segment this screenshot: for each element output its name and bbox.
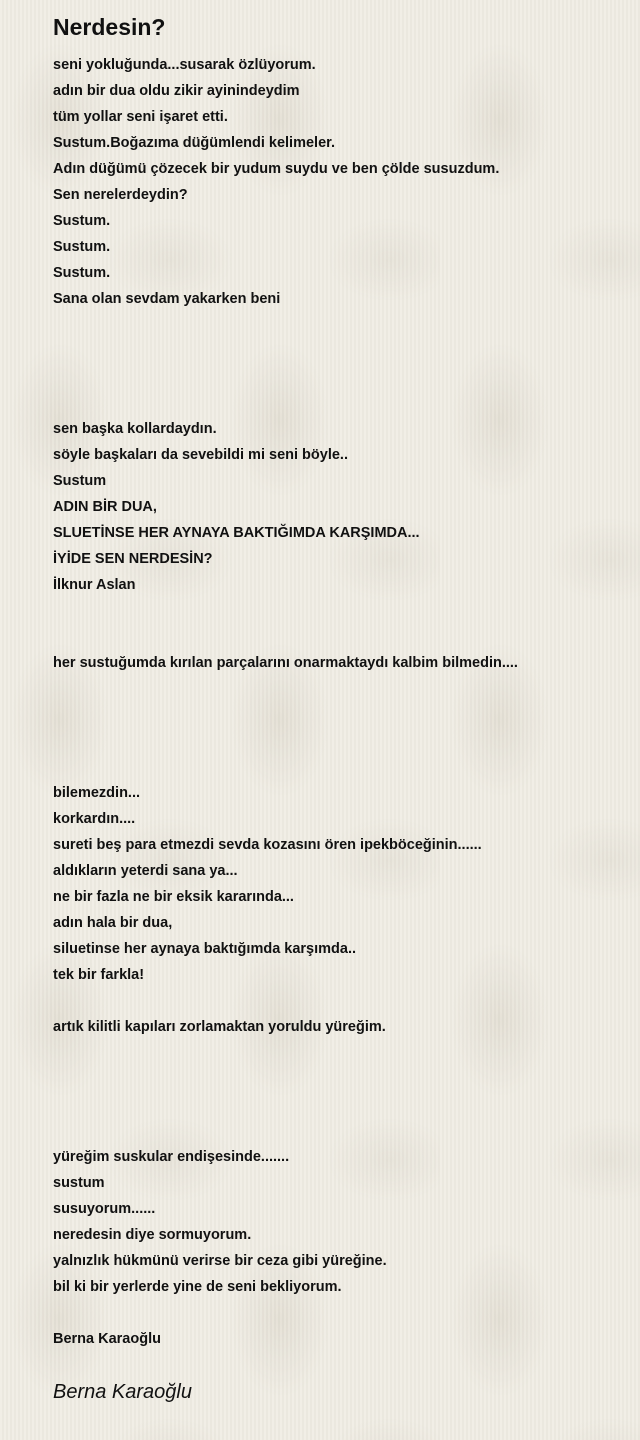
poem-blank-line <box>53 1066 623 1092</box>
poem-line: Sustum. <box>53 239 111 255</box>
poem-line: İlknur Aslan <box>53 577 136 593</box>
poem-line: yüreğim suskular endişesinde....... <box>53 1149 290 1165</box>
poem-blank-line <box>53 338 623 364</box>
poem-line: adın hala bir dua, <box>53 915 173 931</box>
poem-blank-line <box>53 364 623 390</box>
poem-blank-line <box>53 1118 623 1144</box>
poem-line: Sustum.Boğazıma düğümlendi kelimeler. <box>53 135 336 151</box>
poem-line: seni yokluğunda...susarak özlüyorum. <box>53 57 316 73</box>
poem-page <box>53 0 623 1352</box>
poem-line: Adın düğümü çözecek bir yudum suydu ve ben çölde susuzdum. <box>53 161 500 177</box>
poem-line: siluetinse her aynaya baktığımda karşımda.. <box>53 941 357 957</box>
poem-line: sustum <box>53 1175 105 1191</box>
poem-line: neredesin diye sormuyorum. <box>53 1227 252 1243</box>
poem-line: tek bir farkla! <box>53 967 145 983</box>
poem-line: adın bir dua oldu zikir ayinindeydim <box>53 83 300 99</box>
poem-blank-line <box>53 1092 623 1118</box>
poem-blank-line <box>53 754 623 780</box>
poem-line: İYİDE SEN NERDESİN? <box>53 551 213 567</box>
poem-line: ADIN BİR DUA, <box>53 499 157 515</box>
poem-line: SLUETİNSE HER AYNAYA BAKTIĞIMDA KARŞIMDA... <box>53 525 420 541</box>
poem-body <box>53 52 623 1352</box>
poem-blank-line <box>53 728 623 754</box>
poem-line: Sustum <box>53 473 107 489</box>
poem-blank-line <box>53 676 623 702</box>
poem-line: Sana olan sevdam yakarken beni <box>53 291 281 307</box>
poem-line: ne bir fazla ne bir eksik kararında... <box>53 889 294 905</box>
poem-blank-line <box>53 988 623 1014</box>
author-signature: Berna Karaoğlu <box>53 1381 192 1403</box>
poem-line: korkardın.... <box>53 811 136 827</box>
poem-blank-line <box>53 624 623 650</box>
poem-blank-line <box>53 598 623 624</box>
poem-title: Nerdesin? <box>53 14 166 40</box>
poem-line: Sustum. <box>53 265 111 281</box>
poem-blank-line <box>53 702 623 728</box>
poem-blank-line <box>53 1300 623 1326</box>
poem-line: aldıkların yeterdi sana ya... <box>53 863 238 879</box>
poem-line: Sustum. <box>53 213 111 229</box>
poem-line: bil ki bir yerlerde yine de seni bekliyorum. <box>53 1279 342 1295</box>
poem-line: bilemezdin... <box>53 785 141 801</box>
poem-line: sureti beş para etmezdi sevda kozasını ören ipekböceğinin...... <box>53 837 482 853</box>
poem-line: Berna Karaoğlu <box>53 1331 161 1347</box>
poem-line: yalnızlık hükmünü verirse bir ceza gibi yüreğine. <box>53 1253 387 1269</box>
poem-blank-line <box>53 312 623 338</box>
poem-line: artık kilitli kapıları zorlamaktan yoruldu yüreğim. <box>53 1019 386 1035</box>
poem-line: sen başka kollardaydın. <box>53 421 217 437</box>
poem-line: her sustuğumda kırılan parçalarını onarmaktaydı kalbim bilmedin.... <box>53 655 518 671</box>
poem-line: Sen nerelerdeydin? <box>53 187 188 203</box>
poem-blank-line <box>53 1040 623 1066</box>
poem-line: tüm yollar seni işaret etti. <box>53 109 228 125</box>
poem-line: susuyorum...... <box>53 1201 156 1217</box>
poem-blank-line <box>53 390 623 416</box>
poem-line: söyle başkaları da sevebildi mi seni böyle.. <box>53 447 348 463</box>
